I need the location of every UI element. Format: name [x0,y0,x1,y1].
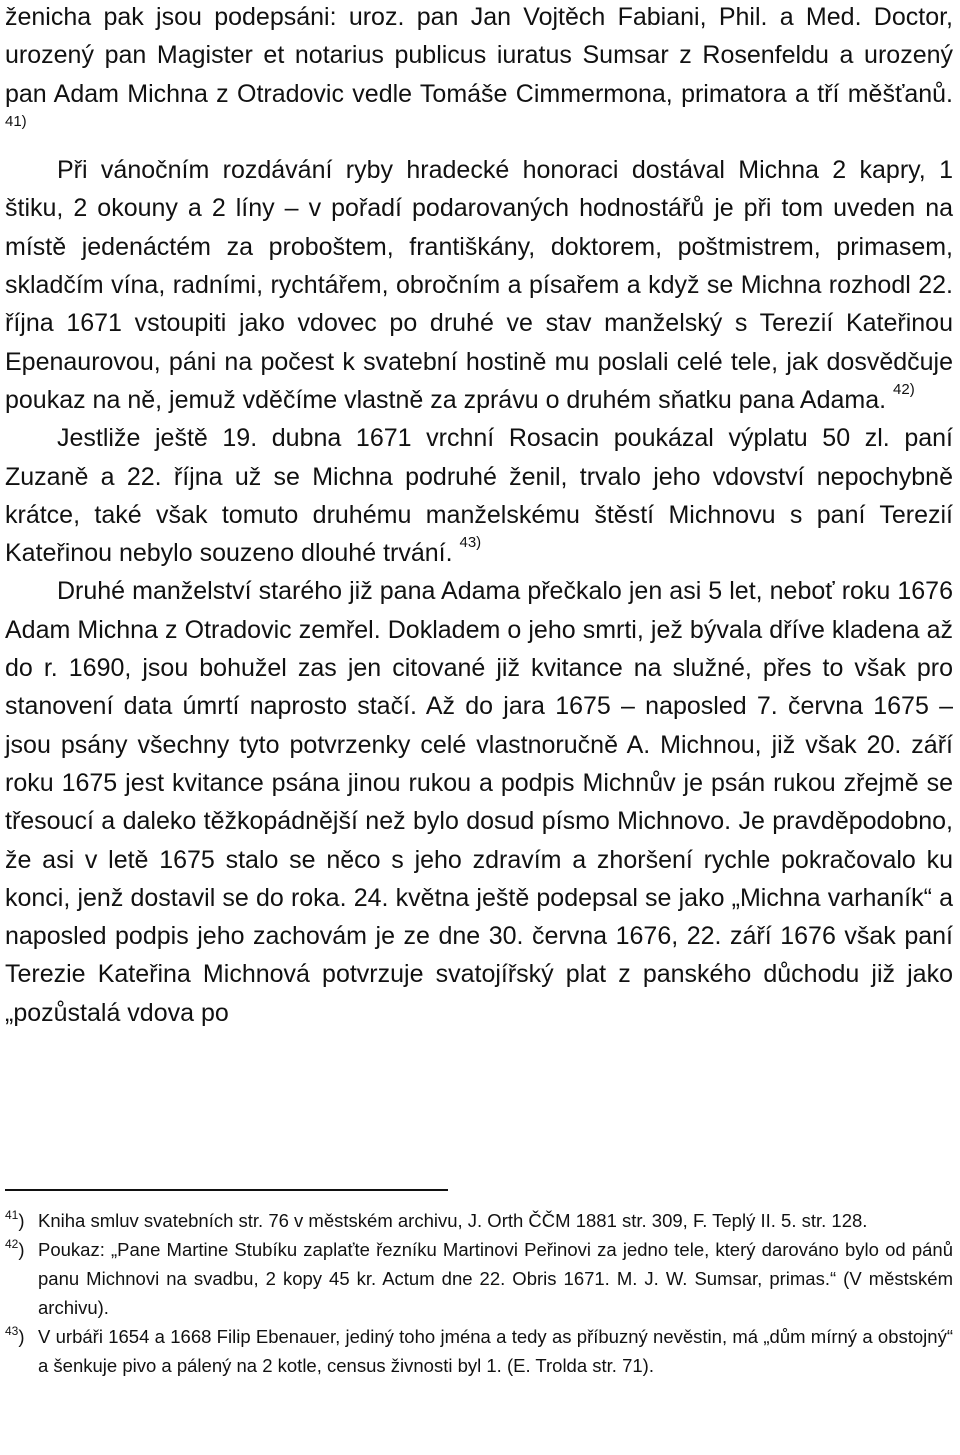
footnote-42 [5,1235,953,1322]
footnote-ref-43[interactable]: 43) [459,534,482,552]
footnote-marker: $^{41}$) [5,1208,25,1231]
paragraph-text: Při vánočním rozdávání ryby hradecké honoraci dostával Michna 2 kapry, 1 štiku, 2 okouny a 2 líny – v pořadí podarovaných hodnostářů je při tom uveden na místě jedenáctém za proboštem, františkány, doktorem, poštmistrem, primasem, skladčím vína, radními, rychtářem, obročním a písařem a když se Michna rozhodl 22. října 1671 vstoupiti jako vdovec po druhé ve stav manželský s Terezií Kateřinou Epenaurovou, páni na počest k svatební hostině mu poslali celé tele, jak dosvědčuje poukaz na ně, jemuž vděčíme vlastně za zprávu o druhém sňatku pana Adama. [5,156,953,414]
paragraph-text: Druhé manželství starého již pana Adama přečkalo jen asi 5 let, neboť roku 1676 Adam Michna z Otradovic zemřel. Dokladem o jeho smrti, jež bývala dříve kladena až do r. 1690, jsou bohužel zas jen citované již kvitance na služné, přes to však pro stanovení data úmrtí naprosto stačí. Až do jara 1675 – naposled 7. června 1675 – jsou psány všechny tyto potvrzenky celé vlastnoručně A. Michnou, již však 20. září roku 1675 jest kvitance psána jinou rukou a podpis Michnův je psán rukou zřejmě se třesoucí a daleko těžkopádnější než bylo dosud písmo Michnovo. Je pravděpodobno, že asi v letě 1675 stalo se něco s jeho zdravím a zhoršení rychle pokračovalo ku konci, jenž dostavil se do roka. 24. května ještě podepsal se jako „Michna varhaník“ a naposled podpis jeho zachovám je ze dne 30. června 1676, 22. září 1676 však paní Terezie Kateřina Michnová potvrzuje svatojířský plat z panského důchodu již jako „pozůstalá vdova po [5,577,953,1027]
paragraph-widowhood [5,419,953,572]
paragraph-second-marriage [5,572,953,1032]
footnote-ref-42[interactable]: 42) [893,380,915,398]
footnote-text: Poukaz: „Pane Martine Stubíku zaplaťte řezníku Martinovi Peřinovi za jedno tele, který darováno bylo od pánů panu Michnovi na svadbu, 2 kopy 45 kr. Actum dne 22. Obris 1671. M. J. W. Sumsar, primas.“ (V městském archivu). [38,1239,953,1318]
paragraph-text: Jestliže ještě 19. dubna 1671 vrchní Rosacin poukázal výplatu 50 zl. paní Zuzaně a 22. října už se Michna podruhé ženil, trvalo jeho vdovství nepochybně krátce, také však tomuto druhému manželskému štěstí Michnovu s paní Terezií Kateřinou nebylo souzeno dlouhé trvání. [5,424,953,568]
footnote-ref-41[interactable]: 41) [5,112,27,130]
footnote-43 [5,1322,953,1380]
paragraph-christmas-fish [5,151,953,419]
paragraph-continuation [5,0,953,151]
paragraph-text: ženicha pak jsou podepsáni: uroz. pan Jan Vojtěch Fabiani, Phil. a Med. Doctor, urozený pan Magister et notarius publicus iuratus Sumsar z Rosenfeldu a urozený pan Adam Michna z Otradovic vedle Tomáše Cimmermona, primatora a tří měšťanů. [5,3,953,108]
footnote-marker: $^{42}$) [5,1237,25,1260]
footnote-text: V urbáři 1654 a 1668 Filip Ebenauer, jediný toho jména a tedy as příbuzný nevěstin, má „dům mírný a obstojný“ a šenkuje pivo a pálený na 2 kotle, census živnosti byl 1. (E. Trolda str. 71). [38,1326,953,1376]
main-text [5,0,953,1032]
footnote-41 [5,1206,953,1235]
footnote-text: Kniha smluv svatebních str. 76 v městském archivu, J. Orth ČČM 1881 str. 309, F. Teplý II. 5. str. 128. [38,1210,868,1231]
footnotes [5,1206,953,1380]
footnote-separator [5,1189,448,1191]
footnote-marker: $^{43}$) [5,1324,25,1347]
